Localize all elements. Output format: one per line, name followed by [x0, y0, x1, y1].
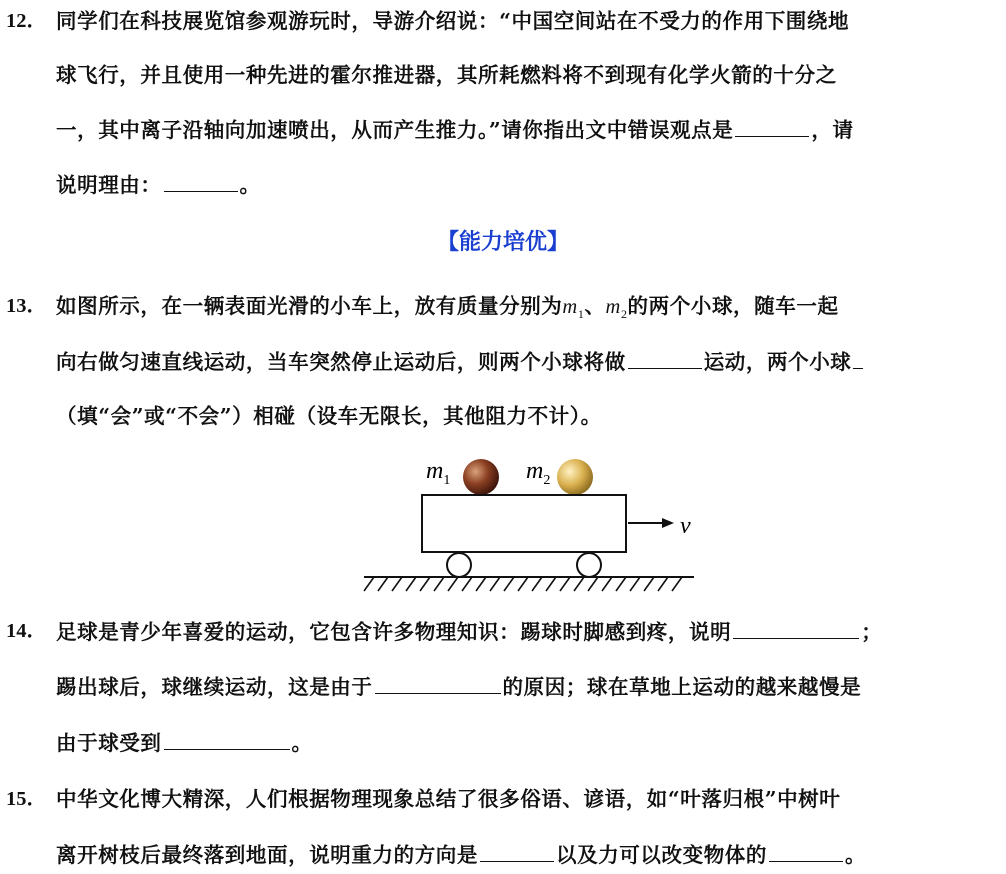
q12-line-4: [56, 171, 261, 198]
ground-hatching: [364, 577, 682, 591]
q12-line-2: 球飞行，并且使用一种先进的霍尔推进器，其所耗燃料将不到现有化学火箭的十分之: [56, 63, 837, 87]
q13-line-2: [56, 348, 865, 375]
q13-line-2-text: 向右做匀速直线运动，当车突然停止运动后，则两个小球将做: [56, 350, 626, 374]
ball-1-label: $m_1$: [426, 458, 451, 488]
q14-line-3: [56, 729, 313, 756]
question-number-15: 15．: [6, 788, 47, 810]
answer-blank-q14-3[interactable]: [164, 729, 290, 750]
answer-blank-q15-1[interactable]: [480, 841, 554, 862]
wheel-left: [447, 553, 471, 577]
q15-line-2-text: 离开树枝后最终落到地面，说明重力的方向是: [56, 843, 478, 867]
answer-blank-q13-1[interactable]: [628, 348, 702, 369]
q12-line-4-text: 说明理由：: [56, 173, 162, 197]
q14-line-1-end: ；: [861, 620, 883, 644]
q14-line-1: [56, 618, 882, 645]
ball-m1: [463, 459, 499, 495]
q15-line-2-end: 。: [845, 843, 867, 867]
q15-line-2-mid: 以及力可以改变物体的: [556, 843, 767, 867]
q13-line-3: （填“会”或“不会”）相碰（设车无限长，其他阻力不计）。: [56, 404, 602, 428]
answer-blank-q12-1[interactable]: [735, 116, 809, 137]
section-title: 【能力培优】: [436, 230, 569, 255]
answer-blank-q14-1[interactable]: [733, 618, 859, 639]
q12-line-3-text: 一，其中离子沿轴向加速喷出，从而产生推力。”请你指出文中错误观点是: [56, 118, 734, 142]
q15-line-2: [56, 841, 866, 868]
answer-blank-q14-2[interactable]: [375, 673, 501, 694]
q13-line-1-text: 如图所示，在一辆表面光滑的小车上，放有质量分别为: [56, 294, 563, 318]
q14-line-2-text: 踢出球后，球继续运动，这是由于: [56, 675, 373, 699]
answer-blank-q15-2[interactable]: [769, 841, 843, 862]
q12-line-4-end: 。: [239, 173, 261, 197]
question-number-12: 12．: [6, 10, 47, 32]
q15-line-1: 中华文化博大精深，人们根据物理现象总结了很多俗语、谚语，如“叶落归根”中树叶: [56, 787, 841, 811]
mass-m2-symbol: $m_2$: [605, 296, 628, 322]
question-number-14: 14．: [6, 620, 47, 642]
q13-line-2-end: 运动，两个小球: [703, 350, 852, 374]
q14-line-2-end: 的原因；球在草地上运动的越来越慢是: [502, 675, 862, 699]
ball-m2: [557, 459, 593, 495]
answer-blank-q13-2[interactable]: [853, 348, 863, 369]
mass-m1-symbol: $m_1$: [562, 296, 585, 322]
answer-blank-q12-2[interactable]: [164, 171, 238, 192]
velocity-label: v: [680, 513, 691, 539]
q14-line-1-text: 足球是青少年喜爱的运动，它包含许多物理知识：踢球时脚感到疼，说明: [56, 620, 732, 644]
q14-line-2: [56, 673, 861, 700]
velocity-arrow-head: [662, 518, 674, 528]
q13-line-1-end: 的两个小球，随车一起: [627, 294, 839, 318]
q12-line-3: [56, 116, 854, 143]
ball-2-label: $m_2$: [526, 458, 551, 488]
cart-body: [422, 495, 626, 552]
q14-line-3-end: 。: [291, 731, 313, 755]
wheel-right: [577, 553, 601, 577]
q12-line-3-end: ，请: [811, 118, 854, 142]
question-number-13: 13．: [6, 295, 47, 317]
q12-line-1: 同学们在科技展览馆参观游玩时，导游介绍说：“中国空间站在不受力的作用下围绕地: [56, 9, 850, 33]
q14-line-3-text: 由于球受到: [56, 731, 162, 755]
q13-line-1: [56, 293, 839, 327]
mass-separator: 、: [584, 294, 606, 318]
cart-figure: [360, 448, 720, 598]
